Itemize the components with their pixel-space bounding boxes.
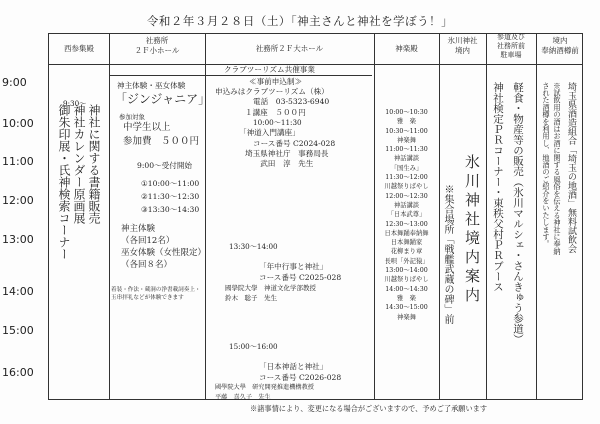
header-sando-parking: 参道及び 社務所前 駐車場 — [497, 33, 525, 59]
time-1600: 16:00 — [2, 366, 34, 379]
col2-target: 中学生以上 — [123, 122, 171, 133]
col2-fee: 参加費 ５００円 — [123, 136, 200, 147]
header-shamusho-small-hall: 社務所 ２Ｆ小ホール — [134, 36, 180, 55]
col6-pr-booth: 神社検定ＰＲコーナー・東秩父村ＰＲブース — [492, 82, 504, 292]
col6-marche: 軽食・物産等の販売（氷川マルシェ・さんきゅう参道） — [512, 82, 524, 345]
col2-kannushi-miko: 神主体験 （各回12名） 巫女体験（女性限定） （各回８名） — [121, 224, 207, 270]
col3-pre-registration: ≪事前申込制≫ — [249, 77, 303, 86]
col3-s1-time: 10:00～11:30 — [253, 118, 302, 127]
col3-s3-title: 「日本神話と神社」 — [259, 362, 328, 371]
col7-note-1: ※試飲用の酒はお酒に関する風俗を伝える神社に奉納 — [553, 82, 562, 255]
col1-time: 9:30～ — [63, 99, 87, 108]
col2-title: 神主体験・巫女体験 — [117, 81, 186, 90]
col3-s1-title: 「神道入門講座」 — [239, 128, 300, 137]
time-1500: 15:00 — [2, 324, 34, 337]
col2-target-label: 参加対象 — [119, 113, 145, 121]
col3-s2-code: コース番号 C2025-028 — [259, 273, 342, 282]
time-0900: 9:00 — [2, 76, 27, 89]
footer-note: ※諸事情により、変更になる場合がございますので、予めご了承願います — [250, 404, 488, 413]
header-hikawa-keidai: 氷川神社 境内 — [447, 36, 478, 55]
col3-s2-lecturer: 國學院大學 神道文化学部教授 鈴木 聡子 先生 — [225, 284, 316, 303]
col2-note: 着装・作法・蔵洞の浄書載詞奏上・ 玉串拝礼などが体験できます — [111, 287, 201, 301]
col5-meeting-point: ※集合場所「戦艦武蔵の碑」前 — [442, 184, 453, 324]
col3-price: １講座 ５００円 — [245, 108, 306, 117]
col3-s1-lecturer: 埼玉県神社庁 事務局長 武田 淳 先生 — [245, 149, 329, 169]
col5-tour: 氷川神社境内案内 — [463, 154, 481, 306]
col7-tasting: 埼玉県酒造組合「埼玉の地酒」無料試飲会 — [566, 82, 576, 253]
col3-s3-time: 15:00～16:00 — [229, 342, 278, 351]
header-nishi-sanshuden: 西参集殿 — [64, 44, 94, 53]
col3-s1-code: コース番号 C2024-028 — [253, 139, 336, 148]
header-shamusho-large-hall: 社務所２Ｆ大ホール — [255, 44, 324, 53]
header-sakadaru: 境内 奉納酒樽前 — [541, 36, 579, 55]
time-1300: 13:00 — [2, 233, 34, 246]
col1-exhibits: 神社に関する書籍販売 神社カレンダー原画展 御朱印展・氏神検索コーナー — [57, 104, 101, 260]
col4-kagura-program: 10:00～10:30 雅 楽 10:30～11:00 神楽舞 11:00～11:30 神話講談 「国生み」 11:30～12:00 川越祭りばやし 12:00～12:30 神話講談 「日本武尊」 12:30～13:00 日本舞踊奉納舞 日本舞踊家 花柳まり章 長唄「外記猿」 13:00～14:00 川越祭りばやし 14:00～14:30 雅 楽 14:30～15:00 神楽舞 — [384, 109, 429, 321]
page-title: 令和２年３月２８日（土）「神主さんと神社を学ぼう！」 — [146, 14, 454, 28]
schedule-grid — [48, 33, 583, 400]
col3-s2-time: 13:30～14:00 — [229, 242, 278, 251]
col3-s3-code: コース番号 C2026-028 — [259, 373, 342, 382]
col3-s2-title: 「年中行事と神社」 — [259, 262, 328, 271]
col3-s3-lecturer: 國學院大學 研究開発推進機構教授 平藤 喜久子 先生 — [215, 384, 314, 402]
time-1000: 10:00 — [2, 117, 34, 130]
col3-apply: 申込みはクラブツーリズム（株） — [215, 87, 329, 96]
col2-sessions: ①10:00～11:00 ②11:30～12:30 ③13:30～14:30 — [141, 179, 200, 214]
col3-tel: 電話 03-5323-6940 — [253, 97, 330, 106]
header-kaguraden: 神楽殿 — [395, 44, 418, 53]
time-1400: 14:00 — [2, 285, 34, 298]
time-1100: 11:00 — [2, 155, 34, 168]
col2-reception: 9:00～受付開始 — [137, 161, 193, 170]
col7-note-2: された酒樽を利用し、地酒のご紹介をいたします。 — [542, 82, 551, 248]
club-tourism-banner: クラブツーリズム共催事業 — [224, 65, 315, 74]
col2-event-name: 「ジンジャニア」 — [115, 92, 211, 106]
time-1200: 12:00 — [2, 194, 34, 207]
